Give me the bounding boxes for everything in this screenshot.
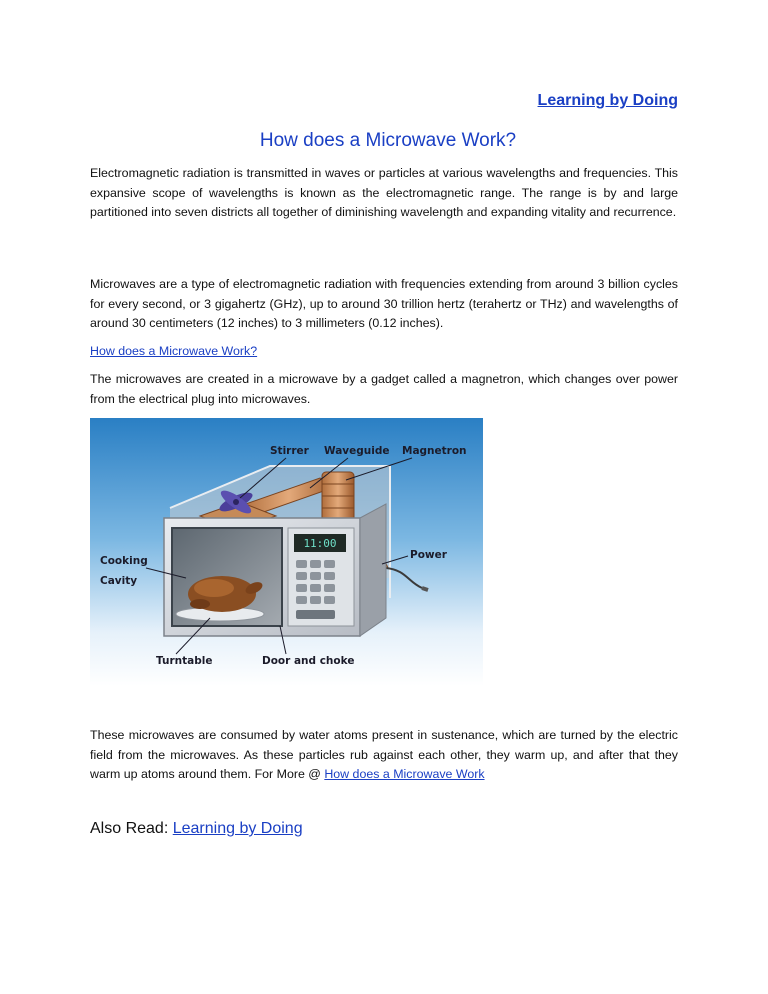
paragraph-magnetron: The microwaves are created in a microwave by a gadget called a magnetron, which changes over power from the electrical plug into microwaves. [90,372,678,406]
paragraph-link-row [90,342,678,362]
label-power: Power [410,549,447,561]
display-text: 11:00 [303,537,337,550]
label-cooking: Cooking [100,555,148,567]
page-title [0,130,768,152]
label-stirrer: Stirrer [270,445,309,457]
paragraph-water-atoms-text: These microwaves are consumed by water atoms present in sustenance, which are turned by the electric field from the microwaves. As these particles rub against each other, they warm up, and after that they warm up atoms around them. For More @ [90,728,678,781]
header-learning-link[interactable]: Learning by Doing [537,92,678,109]
how-microwave-work-link[interactable]: How does a Microwave Work? [90,344,258,358]
paragraph-electromagnetic: Electromagnetic radiation is transmitted in waves or particles at various wavelengths and frequencies. This expansive scope of wavelengths is known as the electromagnetic range. The range is by and large partitioned into seven districts all together of diminishing wavelength and expanding vitality and recurrence. [90,166,678,219]
label-magnetron: Magnetron [402,445,467,457]
paragraph-water-atoms [90,726,678,785]
microwave-diagram-svg [90,418,483,686]
paragraph-microwaves: Microwaves are a type of electromagnetic radiation with frequencies extending from around 3 billion cycles for every second, or 3 gigahertz (GHz), up to around 30 trillion hertz (terahertz or THz) and wavelengths of around 30 centimeters (12 inches) to 3 millimeters (0.12 inches). [90,277,678,330]
label-cavity: Cavity [100,575,138,587]
microwave-side [360,504,386,636]
more-microwave-link[interactable]: How does a Microwave Work [324,767,485,781]
also-read-prefix: Also Read: [90,820,173,837]
label-turntable: Turntable [156,655,213,667]
page-title-text: How does a Microwave Work? [259,130,517,151]
label-door-choke: Door and choke [262,655,355,667]
also-read-learning-link[interactable]: Learning by Doing [172,820,303,837]
also-read-row [90,820,303,838]
microwave-diagram [90,418,483,686]
label-waveguide: Waveguide [324,445,390,457]
